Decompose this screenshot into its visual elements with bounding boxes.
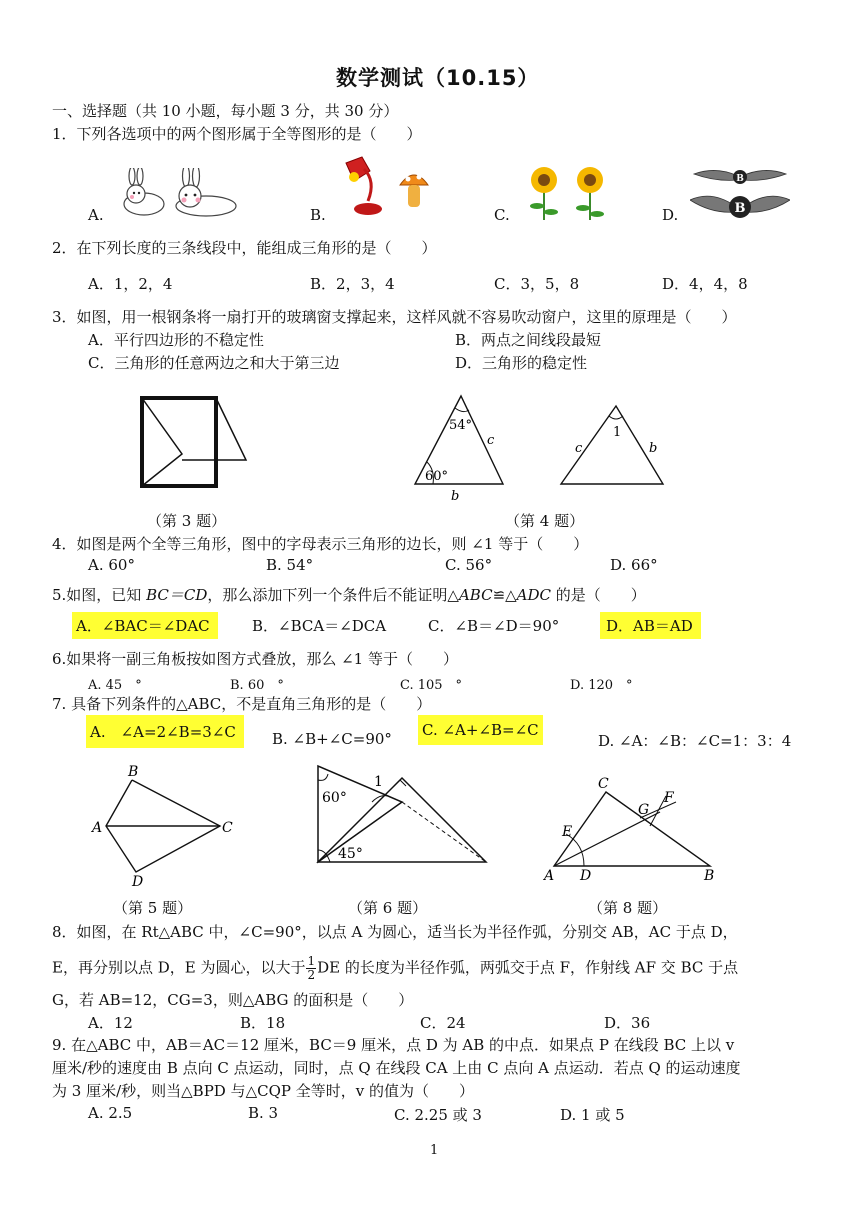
q4-stem: 4．如图是两个全等三角形，图中的字母表示三角形的边长，则 ∠1 等于（ ） <box>52 535 589 553</box>
q2-option-a: A．1，2，4 <box>88 275 173 293</box>
fig4-side-c-2: c <box>575 441 583 456</box>
fig6-label-60: 60° <box>322 790 347 806</box>
q7-option-c: C. ∠A+∠B=∠C <box>418 715 543 745</box>
q3-stem: 3．如图，用一根钢条将一扇打开的玻璃窗支撑起来，这样风就不容易吹动窗户，这里的原理是（ ） <box>52 308 737 326</box>
q6-option-c: C. 105 ° <box>400 678 463 693</box>
caption-q8: （第 8 题） <box>588 899 668 917</box>
rabbit-pair-image <box>120 168 240 220</box>
q5-stem: 5.如图，已知 BC＝CD，那么添加下列一个条件后不能证明△ABC≌△ADC 的是（ ） <box>52 586 646 604</box>
q4-option-d: D. 66° <box>610 556 658 574</box>
fig8-label-a: A <box>544 868 555 884</box>
fig8-label-d: D <box>580 868 592 884</box>
q2-stem: 2．在下列长度的三条线段中，能组成三角形的是（ ） <box>52 239 437 257</box>
fig5-label-d: D <box>132 874 144 890</box>
q8-option-b: B．18 <box>240 1014 286 1032</box>
fig4-angle-60: 60° <box>425 469 449 484</box>
q5-option-c: C．∠B＝∠D＝90° <box>428 617 560 635</box>
q9-option-c: C. 2.25 或 3 <box>394 1106 482 1124</box>
q8-option-d: D．36 <box>604 1014 651 1032</box>
q9-line-3: 为 3 厘米/秒，则当△BPD 与△CQP 全等时，v 的值为（ ） <box>52 1082 474 1100</box>
q9-line-1: 9. 在△ABC 中，AB＝AC＝12 厘米，BC＝9 厘米，点 D 为 AB 的中点．如果点 P 在线段 BC 上以 v <box>52 1036 735 1054</box>
q8-option-a: A．12 <box>88 1014 133 1032</box>
q9-line-2: 厘米/秒的速度由 B 点向 C 点运动，同时，点 Q 在线段 CA 上由 C 点向 A 点运动．若点 Q 的运动速度 <box>52 1059 741 1077</box>
q8-option-c: C．24 <box>420 1014 466 1032</box>
page-title: 数学测试（10.15） <box>336 66 540 90</box>
q1-option-a: A. <box>88 206 104 224</box>
q7-option-b: B. ∠B+∠C=90° <box>272 730 392 748</box>
fig8-label-f: F <box>664 790 674 806</box>
fig8-label-e: E <box>562 824 573 840</box>
q1-option-d: D. <box>662 206 679 224</box>
q2-option-b: B．2，3，4 <box>310 275 395 293</box>
q4-option-a: A. 60° <box>88 556 135 574</box>
figure-6-set-squares <box>312 762 492 872</box>
lamp-and-mushroom-image <box>342 155 437 220</box>
q8-fraction: $\frac{1}{2}$ <box>307 954 316 982</box>
q6-option-a: A. 45 ° <box>88 678 142 693</box>
fig8-label-c: C <box>598 776 609 792</box>
q7-stem: 7. 具备下列条件的△ABC，不是直角三角形的是（ ） <box>52 695 432 713</box>
q8-line-3: G，若 AB=12，CG=3，则△ABG 的面积是（ ） <box>52 991 414 1009</box>
q6-option-b: B. 60 ° <box>230 678 284 693</box>
fig6-label-45: 45° <box>338 846 363 862</box>
figure-5-quadrilateral <box>88 762 248 892</box>
q1-option-c: C. <box>494 206 510 224</box>
q5-option-d: D．AB＝AD <box>600 612 701 639</box>
sunflower-pair-image <box>520 162 615 222</box>
fig5-label-c: C <box>222 820 233 836</box>
q5-option-b: B．∠BCA＝∠DCA <box>252 617 387 635</box>
fig6-label-angle1: 1 <box>374 774 383 790</box>
fig4-angle-54: 54° <box>449 418 473 433</box>
caption-q3: （第 3 题） <box>147 512 227 530</box>
caption-q6: （第 6 题） <box>348 899 428 917</box>
q4-option-c: C. 56° <box>445 556 493 574</box>
q9-option-d: D. 1 或 5 <box>560 1106 625 1124</box>
q6-stem: 6.如果将一副三角板按如图方式叠放，那么 ∠1 等于（ ） <box>52 650 458 668</box>
q1-option-b: B. <box>310 206 326 224</box>
fig5-label-b: B <box>128 764 139 780</box>
caption-q5: （第 5 题） <box>113 899 193 917</box>
q3-option-b: B．两点之间线段最短 <box>455 331 602 349</box>
fig4-side-b-2: b <box>649 441 658 456</box>
bentley-logo-pair-image <box>690 160 790 230</box>
q2-option-d: D．4，4，8 <box>662 275 748 293</box>
svg-text:B: B <box>734 201 746 216</box>
q8-line-1: 8．如图，在 Rt△ABC 中，∠C=90°，以点 A 为圆心，适当长为半径作弧，分别交 AB，AC 于点 D， <box>52 923 738 941</box>
fig8-label-b: B <box>704 868 715 884</box>
q7-option-a: A. ∠A=2∠B=3∠C <box>86 715 244 748</box>
fig4-side-b-1: b <box>451 489 460 504</box>
q7-option-d: D. ∠A：∠B：∠C=1：3：4 <box>598 732 792 750</box>
q9-option-b: B. 3 <box>248 1104 279 1122</box>
q3-option-a: A．平行四边形的不稳定性 <box>88 331 264 349</box>
page-number: 1 <box>430 1143 439 1158</box>
fig8-label-g: G <box>638 802 650 818</box>
svg-text:B: B <box>736 174 744 184</box>
section-heading: 一、选择题（共 10 小题，每小题 3 分，共 30 分） <box>52 102 399 120</box>
q6-option-d: D. 120 ° <box>570 678 633 693</box>
q5-option-a: A．∠BAC＝∠DAC <box>72 612 218 639</box>
figure-4-triangles <box>405 392 675 504</box>
q2-option-c: C．3，5，8 <box>494 275 580 293</box>
q3-option-c: C．三角形的任意两边之和大于第三边 <box>88 354 340 372</box>
q3-option-d: D．三角形的稳定性 <box>455 354 588 372</box>
figure-8-triangle <box>540 770 720 885</box>
fig4-angle-1: 1 <box>613 425 622 440</box>
q8-line-2: E，再分别以点 D，E 为圆心，以大于 $\frac{1}{2}$ DE 的长度为半径作弧，两弧交于点 F，作射线 AF 交 BC 于点 <box>52 954 739 982</box>
q1-stem: 1．下列各选项中的两个图形属于全等图形的是（ ） <box>52 125 422 143</box>
fig5-label-a: A <box>92 820 103 836</box>
figure-3-window <box>130 390 255 495</box>
caption-q4: （第 4 题） <box>505 512 585 530</box>
fig4-side-c-1: c <box>487 433 495 448</box>
q9-option-a: A. 2.5 <box>88 1104 133 1122</box>
q4-option-b: B. 54° <box>266 556 314 574</box>
